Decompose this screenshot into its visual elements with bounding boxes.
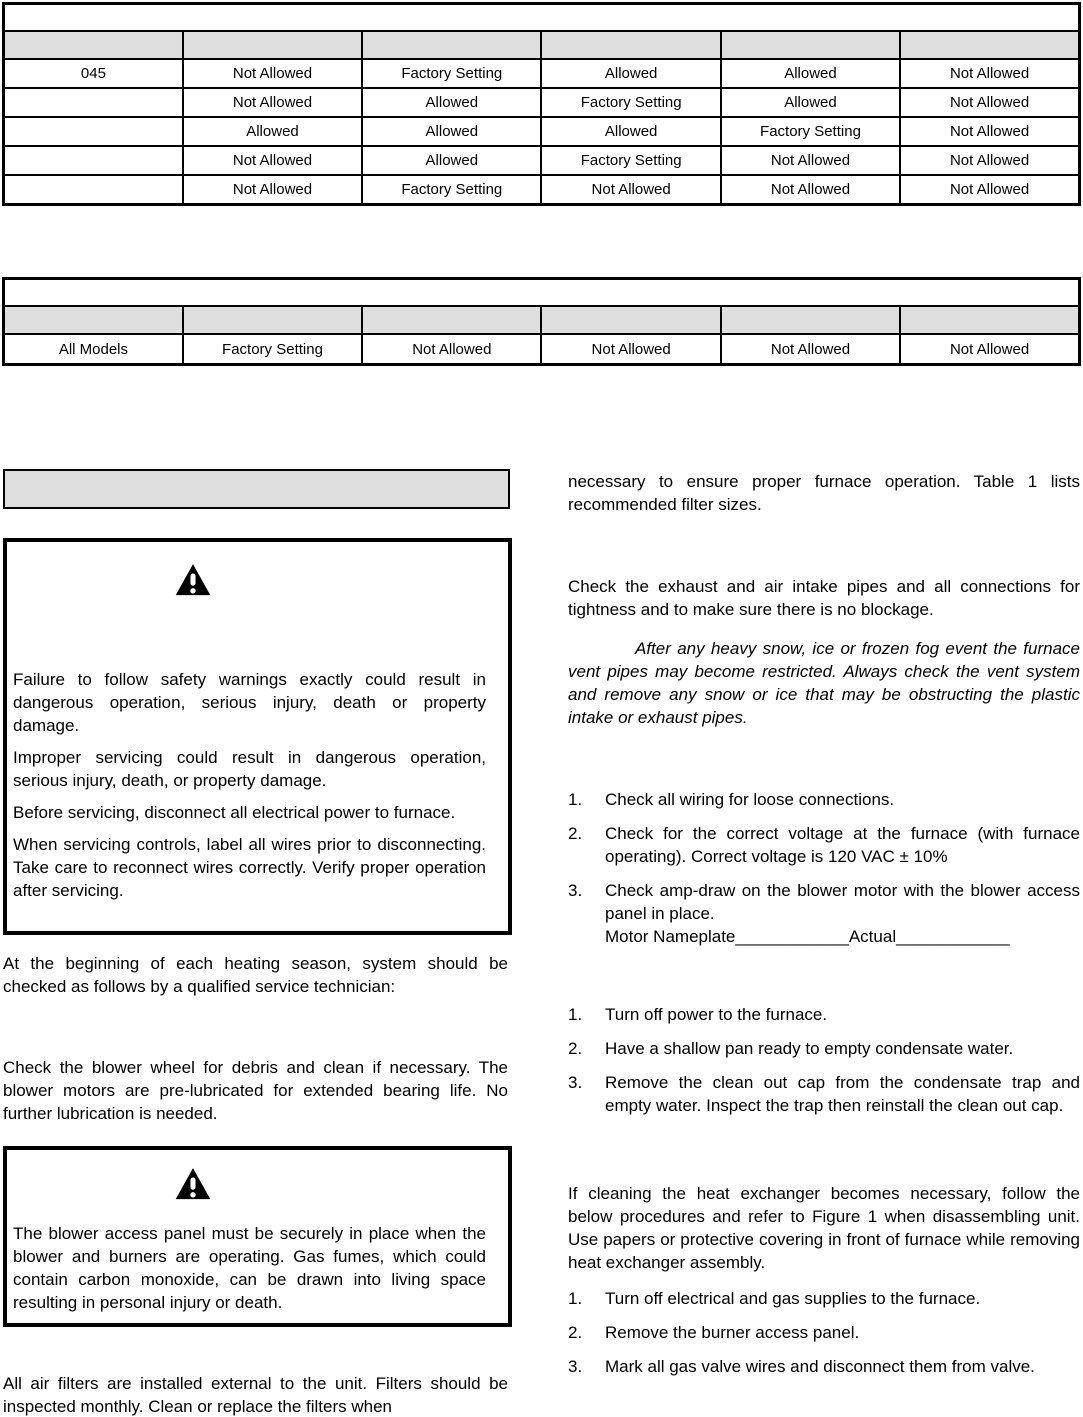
table-cell: Factory Setting: [721, 117, 900, 146]
table-row: [4, 88, 1080, 117]
table-cell: Not Allowed: [900, 117, 1079, 146]
item-text: Remove the burner access panel.: [605, 1323, 860, 1342]
item-text: Check amp-draw on the blower motor with the blower access panel in place.: [605, 881, 1080, 923]
table-cell: Not Allowed: [541, 175, 720, 205]
table-cell: Allowed: [183, 117, 362, 146]
item-number: 2.: [568, 824, 583, 843]
list-item: [568, 822, 1080, 868]
list-item: [568, 1003, 1080, 1026]
warning-triangle-icon: [175, 1166, 211, 1202]
table-2-header-cell: [183, 306, 362, 334]
settings-table-1: [2, 2, 1081, 206]
item-text: Check all wiring for loose connections.: [605, 790, 895, 809]
item-number: 2.: [568, 1323, 583, 1342]
item-number: 1.: [568, 1005, 583, 1024]
item-text: Mark all gas valve wires and disconnect them from valve.: [605, 1357, 1035, 1376]
table-cell: Allowed: [362, 117, 541, 146]
item-number: 1.: [568, 790, 583, 809]
table-cell: Not Allowed: [900, 334, 1079, 365]
table-cell: Factory Setting: [362, 59, 541, 88]
table-cell: Not Allowed: [183, 146, 362, 175]
item-text: Have a shallow pan ready to empty condensate water.: [605, 1039, 1014, 1058]
item-text: Check for the correct voltage at the furnace (with furnace operating). Correct voltage is 120 VAC ± 10%: [605, 824, 1080, 866]
table-cell: Allowed: [362, 88, 541, 117]
table-cell: Not Allowed: [721, 175, 900, 205]
list-item: [568, 788, 1080, 811]
paragraph-heating-season: At the beginning of each heating season, system should be checked as follows by a qualified service technician:: [3, 954, 508, 996]
table-cell: Not Allowed: [900, 175, 1079, 205]
table-1-header-cell: [183, 31, 362, 59]
paragraph-heat-exchanger: If cleaning the heat exchanger becomes necessary, follow the below procedures and refer to Figure 1 when disassembling unit. Use papers or protective covering in front of furnace while removing heat exchanger assembly.: [568, 1184, 1080, 1272]
warning-icon-row: [7, 562, 508, 600]
item-number: 1.: [568, 1289, 583, 1308]
item-number: 3.: [568, 881, 583, 900]
checklist-electrical: [568, 788, 1080, 959]
table-2-header-cell: [362, 306, 541, 334]
list-item: [568, 1071, 1080, 1117]
table-1-header-cell: [4, 31, 183, 59]
table-cell: All Models: [4, 334, 183, 365]
table-cell: Factory Setting: [183, 334, 362, 365]
item-number: 3.: [568, 1073, 583, 1092]
section-heading-bar: [3, 469, 510, 509]
table-cell: Not Allowed: [183, 59, 362, 88]
warning-box-1: [3, 538, 512, 935]
motor-nameplate-fill-in: Motor Nameplate____________Actual____________: [605, 927, 1010, 946]
table-cell: [4, 117, 183, 146]
list-item: [568, 1037, 1080, 1060]
paragraph-filter-sizes: necessary to ensure proper furnace operation. Table 1 lists recommended filter sizes.: [568, 472, 1080, 514]
table-cell: Allowed: [362, 146, 541, 175]
table-1-header-cell: [362, 31, 541, 59]
table-2-title: [4, 279, 1080, 307]
checklist-condensate: [568, 1003, 1080, 1128]
item-text: Turn off power to the furnace.: [605, 1005, 828, 1024]
item-text: Turn off electrical and gas supplies to the furnace.: [605, 1289, 981, 1308]
table-cell: [4, 175, 183, 205]
warning-paragraph: Improper servicing could result in dangerous operation, serious injury, death, or property damage.: [13, 748, 486, 790]
table-cell: [4, 146, 183, 175]
warning-paragraph: The blower access panel must be securely in place when the blower and burners are operating. Gas fumes, which could contain carbon monoxide, can be drawn into living space resulting in personal injury or death.: [13, 1224, 486, 1312]
table-2-header-cell: [4, 306, 183, 334]
item-text: Remove the clean out cap from the condensate trap and empty water. Inspect the trap then reinstall the clean out cap.: [605, 1073, 1080, 1115]
item-number: 3.: [568, 1357, 583, 1376]
table-1-title: [4, 4, 1080, 32]
paragraph-exhaust-intake: Check the exhaust and air intake pipes and all connections for tightness and to make sure there is no blockage.: [568, 577, 1080, 619]
table-row: [4, 334, 1080, 365]
table-cell: Factory Setting: [541, 88, 720, 117]
list-item: [568, 1321, 1080, 1344]
table-cell: Allowed: [721, 88, 900, 117]
table-cell: Allowed: [721, 59, 900, 88]
table-cell: Allowed: [541, 59, 720, 88]
table-cell: Not Allowed: [900, 59, 1079, 88]
table-cell: Not Allowed: [183, 175, 362, 205]
table-cell: Allowed: [541, 117, 720, 146]
table-cell: 045: [4, 59, 183, 88]
table-1-header-cell: [721, 31, 900, 59]
warning-triangle-icon: [175, 562, 211, 598]
table-cell: Not Allowed: [541, 334, 720, 365]
table-cell: Not Allowed: [900, 146, 1079, 175]
table-1-header-cell: [900, 31, 1079, 59]
list-item: [568, 1287, 1080, 1310]
warning-paragraph: Failure to follow safety warnings exactly could result in dangerous operation, serious injury, death or property damage.: [13, 670, 486, 735]
warning-paragraph: When servicing controls, label all wires prior to disconnecting. Take care to reconnect wires correctly. Verify proper operation after servicing.: [13, 835, 486, 900]
warning-icon-row: [7, 1166, 508, 1204]
paragraph-air-filters: All air filters are installed external to the unit. Filters should be inspected monthly. Clean or replace the filters when: [3, 1374, 508, 1416]
table-cell: Not Allowed: [900, 88, 1079, 117]
paragraph-snow-note: After any heavy snow, ice or frozen fog event the furnace vent pipes may become restricted. Always check the vent system and remove any snow or ice that may be obstructing the plastic intake or exhaust pipes.: [568, 639, 1080, 727]
table-row: [4, 175, 1080, 205]
table-cell: Not Allowed: [183, 88, 362, 117]
list-item: [568, 1355, 1080, 1378]
table-2-header-cell: [900, 306, 1079, 334]
paragraph-blower-wheel: Check the blower wheel for debris and clean if necessary. The blower motors are pre-lubricated for extended bearing life. No further lubrication is needed.: [3, 1058, 508, 1123]
table-cell: [4, 88, 183, 117]
table-cell: Not Allowed: [721, 146, 900, 175]
table-row: [4, 146, 1080, 175]
item-number: 2.: [568, 1039, 583, 1058]
settings-table-2: [2, 277, 1081, 366]
table-row: [4, 117, 1080, 146]
list-item: [568, 879, 1080, 948]
checklist-disassembly: [568, 1287, 1080, 1389]
table-2-header-cell: [541, 306, 720, 334]
table-cell: Not Allowed: [362, 334, 541, 365]
table-cell: Factory Setting: [541, 146, 720, 175]
table-1-header-cell: [541, 31, 720, 59]
table-row: [4, 59, 1080, 88]
warning-paragraph: Before servicing, disconnect all electrical power to furnace.: [13, 803, 456, 822]
table-cell: Factory Setting: [362, 175, 541, 205]
table-2-header-cell: [721, 306, 900, 334]
table-cell: Not Allowed: [721, 334, 900, 365]
warning-box-2: [3, 1146, 512, 1327]
